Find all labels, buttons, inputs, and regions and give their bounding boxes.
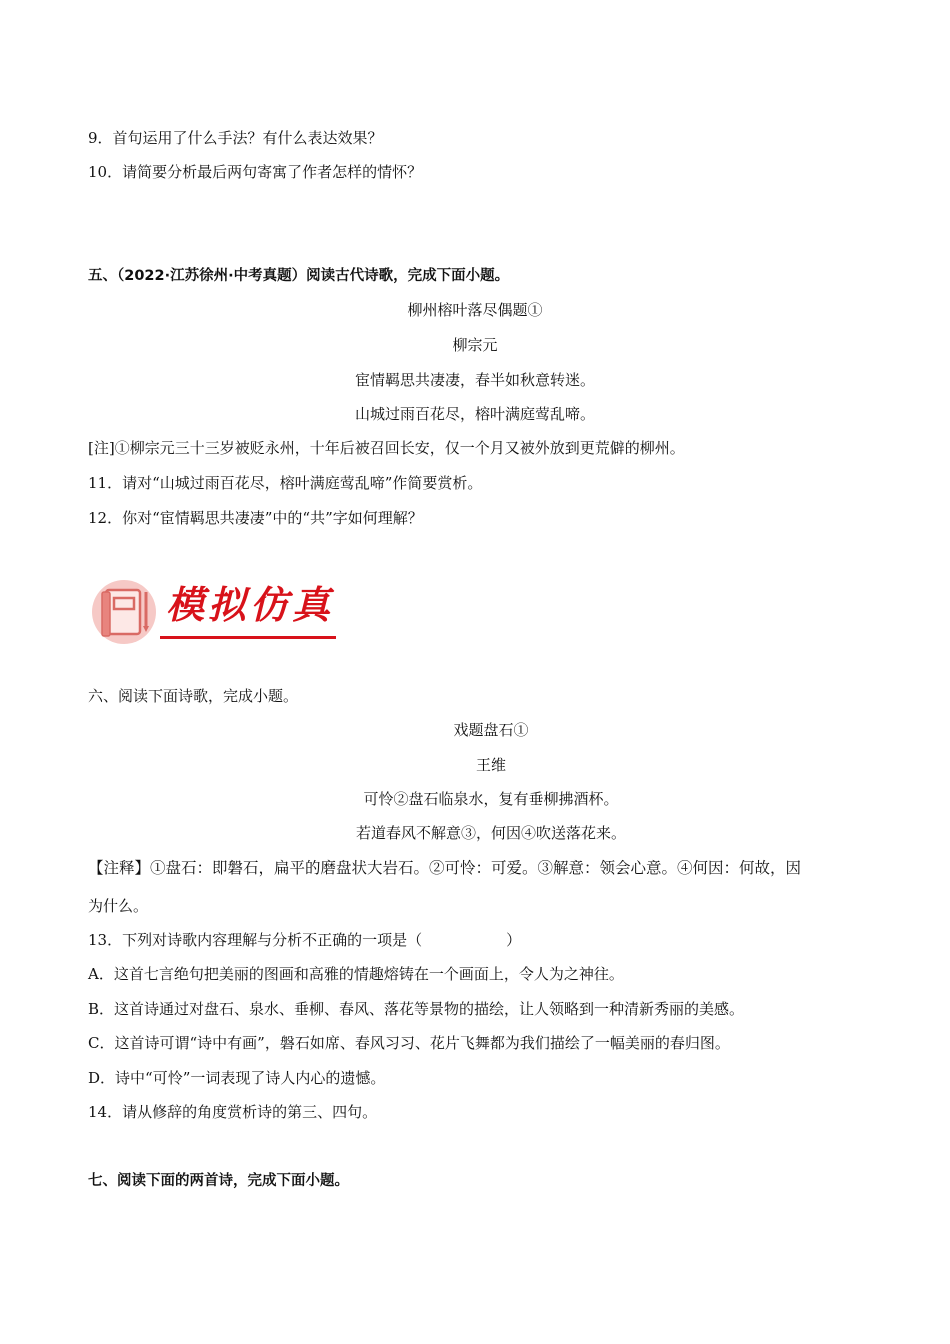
poem-note-continued: 为什么。: [88, 897, 149, 915]
banner-underline: [160, 636, 336, 639]
poem-line-1: 可怜②盘石临泉水，复有垂柳拂酒杯。: [363, 790, 619, 808]
option-b: B．这首诗通过对盘石、泉水、垂柳、春风、落花等景物的描绘，让人领略到一种清新秀丽的美感。: [88, 1000, 745, 1018]
question-12: 12．你对“宦情羁思共凄凄”中的“共”字如何理解？: [88, 509, 423, 527]
question-9: 9．首句运用了什么手法？有什么表达效果？: [88, 129, 383, 147]
poem-line-2: 山城过雨百花尽，榕叶满庭莺乱啼。: [354, 405, 595, 423]
option-c: C．这首诗可谓“诗中有画”，磐石如席、春风习习、花片飞舞都为我们描绘了一幅美丽的春归图。: [88, 1034, 730, 1052]
book-icon: [90, 578, 158, 646]
poem-line-1: 宦情羁思共凄凄，春半如秋意转迷。: [354, 371, 595, 389]
option-d: D．诗中“可怜”一词表现了诗人内心的遗憾。: [88, 1069, 386, 1087]
poem-note: [注]①柳宗元三十三岁被贬永州，十年后被召回长安，仅一个月又被外放到更荒僻的柳州。: [88, 439, 685, 457]
banner-title: 模拟仿真: [166, 582, 335, 627]
option-a: A．这首七言绝句把美丽的图画和高雅的情趣熔铸在一个画面上，令人为之神往。: [88, 965, 624, 983]
question-13: [88, 929, 521, 951]
question-11: 11．请对“山城过雨百花尽，榕叶满庭莺乱啼”作简要赏析。: [88, 474, 483, 492]
poem-author: 王维: [475, 756, 506, 774]
section-6-heading: 六、阅读下面诗歌，完成小题。: [88, 687, 299, 705]
section-5-heading: 五、（2022·江苏徐州·中考真题）阅读古代诗歌，完成下面小题。: [88, 268, 510, 284]
poem-note: 【注释】①盘石：即磐石，扁平的磨盘状大岩石。②可怜：可爱。③解意：领会心意。④何因：何故，因: [88, 859, 802, 877]
poem-title: 柳州榕叶落尽偶题①: [407, 301, 543, 319]
section-banner: [90, 578, 340, 646]
question-10: 10．请简要分析最后两句寄寓了作者怎样的情怀？: [88, 163, 423, 181]
question-13-stem: 13．下列对诗歌内容理解与分析不正确的一项是（: [88, 931, 423, 949]
section-7-heading: 七、阅读下面的两首诗，完成下面小题。: [88, 1173, 349, 1189]
poem-title: 戏题盘石①: [453, 721, 529, 739]
question-14: 14．请从修辞的角度赏析诗的第三、四句。: [88, 1103, 378, 1121]
poem-line-2: 若道春风不解意③，何因④吹送落花来。: [355, 824, 626, 842]
question-13-close: ）: [506, 931, 522, 949]
poem-author: 柳宗元: [452, 336, 498, 354]
